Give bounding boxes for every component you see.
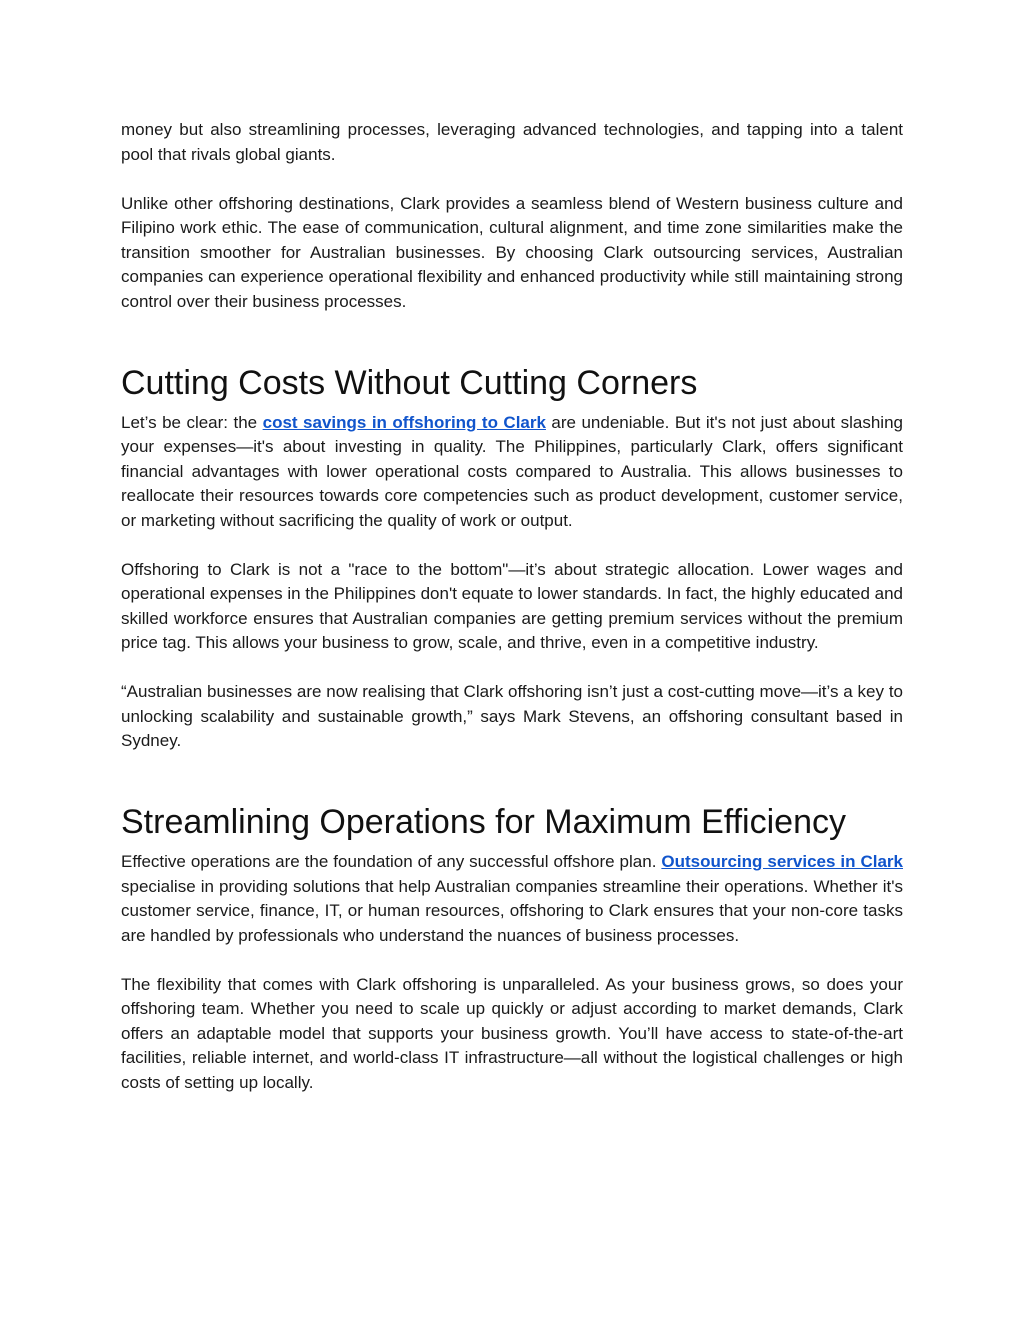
paragraph-quote: “Australian businesses are now realising that Clark offshoring isn’t just a cost-cutting move—it’s a key to unlocking scalability and sustainable growth,” says Mark Stevens, an offshoring consultant based in Sydney.	[121, 682, 903, 750]
paragraph-intro-continued: money but also streamlining processes, leveraging advanced technologies, and tapping into a talent pool that rivals global giants.	[121, 120, 903, 164]
heading-spacer	[121, 338, 903, 363]
cost-savings-link[interactable]: cost savings in offshoring to Clark	[262, 412, 546, 432]
section-heading-streamlining: Streamlining Operations for Maximum Efficiency	[121, 803, 846, 841]
paragraph-text: Let’s be clear: the	[121, 412, 263, 432]
paragraph-cost-savings	[121, 411, 903, 534]
document-page	[121, 118, 903, 1095]
paragraph-spacer	[121, 948, 903, 973]
section-heading-cutting-costs: Cutting Costs Without Cutting Corners	[121, 363, 698, 402]
paragraph-spacer	[121, 656, 903, 681]
heading-spacer	[121, 778, 903, 803]
paragraph-clark-blend: Unlike other offshoring destinations, Clark provides a seamless blend of Western business culture and Filipino work ethic. The ease of communication, cultural alignment, and time zone similarities make the transition smoother for Australian businesses. By choosing Clark outsourcing services, Australian companies can experience operational flexibility and enhanced productivity while still maintaining strong control over their business processes.	[121, 193, 903, 311]
paragraph-text: Effective operations are the foundation of any successful offshore plan.	[121, 852, 662, 871]
heading-spacer	[121, 403, 903, 411]
paragraph-effective-operations	[121, 850, 903, 948]
paragraph-flexibility: The flexibility that comes with Clark offshoring is unparalleled. As your business grows, so does your offshoring team. Whether you need to scale up quickly or adjust according to market demands, Clark offers an adaptable model that supports your business growth. You’ll have access to state-of-the-art facilities, reliable internet, and world-class IT infrastructure—all without the logistical challenges or high costs of setting up locally.	[121, 974, 903, 1092]
heading-spacer	[121, 842, 903, 850]
heading-spacer	[121, 754, 903, 778]
outsourcing-services-link[interactable]: Outsourcing services in Clark	[661, 852, 903, 871]
paragraph-strategic-allocation: Offshoring to Clark is not a "race to the bottom"—it’s about strategic allocation. Lower wages and operational expenses in the Philippines don't equate to lower standards. In fact, the highly educated and skilled workforce ensures that Australian companies are getting premium services without the premium price tag. This allows your business to grow, scale, and thrive, even in a competitive industry.	[121, 559, 903, 652]
paragraph-text: are undeniable. But it's not just about slashing your expenses—it's about investing in quality. The Philippines, particularly Clark, offers significant financial advantages with lower operational costs compared to Australia. This allows businesses to reallocate their resources towards core competencies such as product development, customer service, or marketing without sacrificing the quality of work or output.	[121, 412, 903, 530]
paragraph-text: specialise in providing solutions that help Australian companies streamline their operations. Whether it's customer service, finance, IT, or human resources, offshoring to Clark ensures that your non-core tasks are handled by professionals who understand the nuances of business processes.	[121, 876, 903, 945]
paragraph-spacer	[121, 167, 903, 192]
paragraph-spacer	[121, 533, 903, 558]
heading-spacer	[121, 314, 903, 338]
